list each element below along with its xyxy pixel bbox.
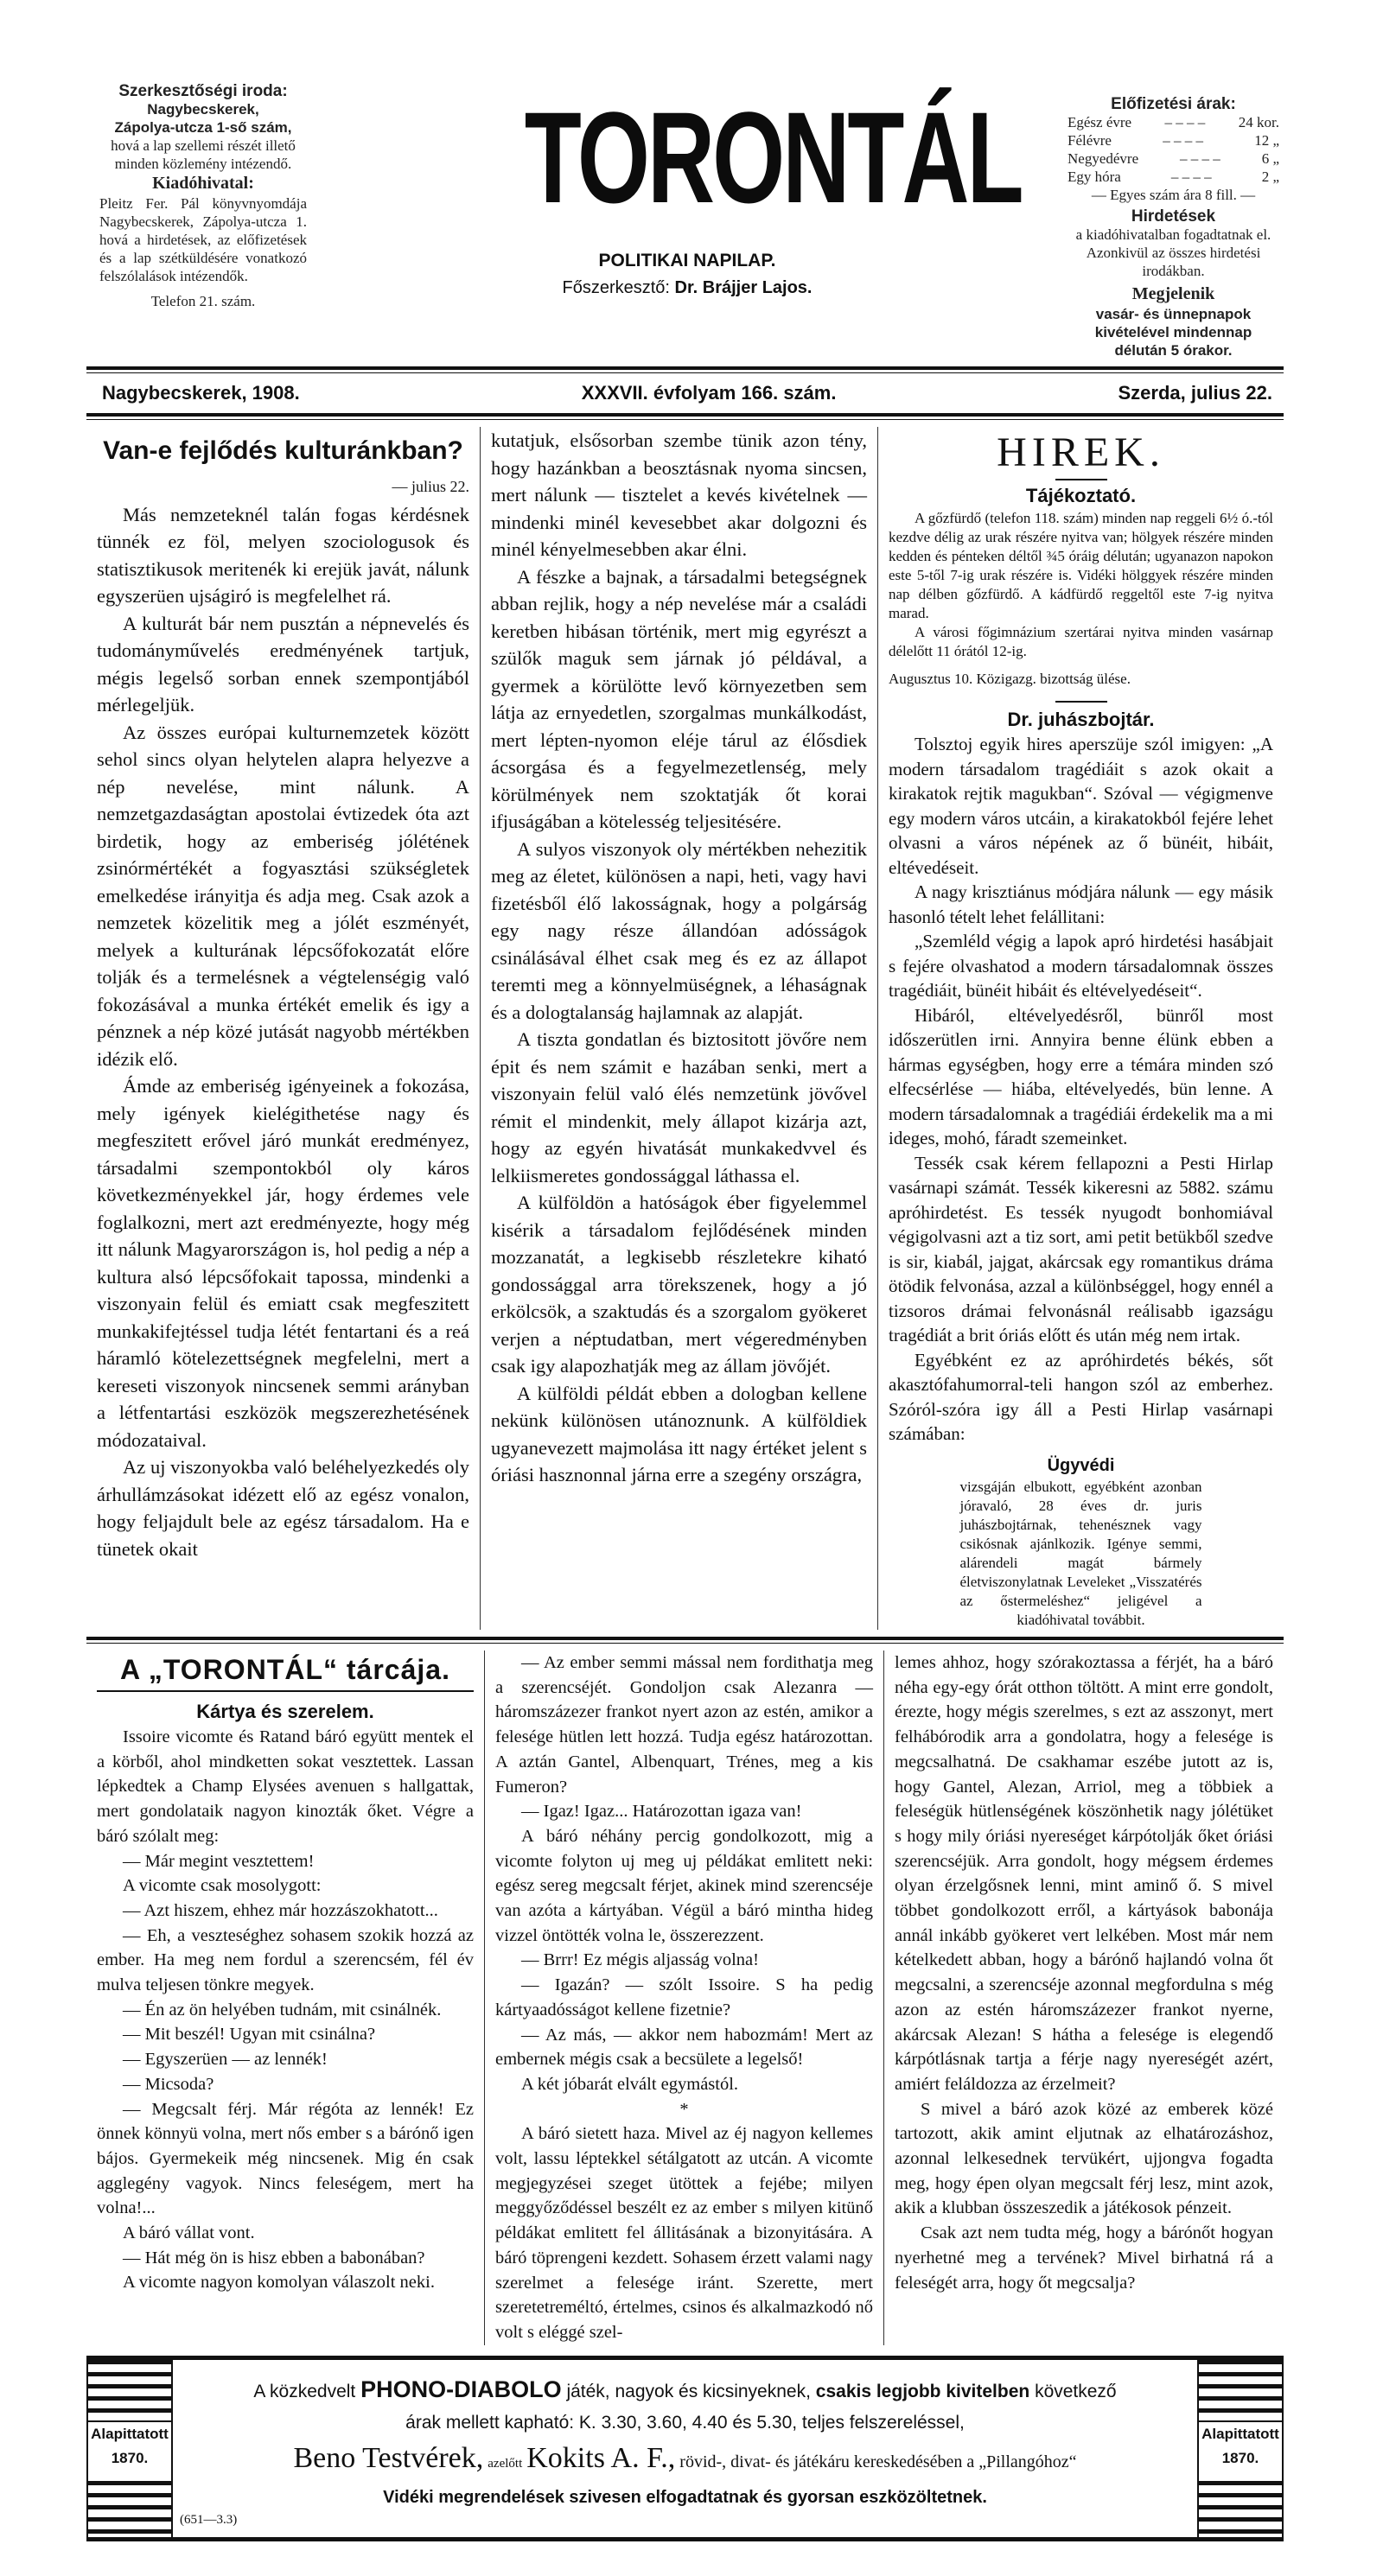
appears-heading: Megjelenik: [1131, 284, 1215, 303]
ad-footer: Vidéki megrendelések szivesen elfogadtatnak és gyorsan eszközöltetnek.: [383, 2487, 987, 2507]
heading-rule: [1055, 701, 1107, 703]
office-city: Nagybecskerek,: [147, 101, 259, 118]
news-paragraph: A városi főgimnázium szertárai nyitva minden vasárnap délelőtt 11 órától 12-ig.: [889, 623, 1273, 659]
ad-prices: árak mellett kapható: K. 3.30, 3.60, 4.40 és 5.30, teljes felszereléssel,: [405, 2412, 965, 2433]
ad-text: következő: [1035, 2381, 1117, 2401]
feuilleton-heading: A „TORONTÁL“ tárcája.: [120, 1654, 450, 1685]
dash-leader: – – – –: [1164, 114, 1206, 130]
article-paragraph: A külföldi példát ebben a dologban kellene nekünk különösen utánoznunk. A külföldiek ugyanevezett majmolása itt nagy értéket jelent s óriási hasznonnal járna erre a szegény országra,: [491, 1382, 867, 1485]
masthead-logo: TORONTÁL: [524, 85, 1022, 230]
office-note: hová a lap szellemi részét illető minden közlemény intézendő.: [111, 137, 296, 172]
price-value: 12 „: [1254, 132, 1279, 149]
masthead-block: [428, 82, 1022, 298]
article-paragraph: Az összes európai kulturnemzetek között sehol sincs olyan helytelen alapra helyezve a nép nevelése, mint nálunk. A nemzetgazdaságtan apostolai évtizedek óta azt birdetik, hogy az emberiség jólétének zsinórmértékét a fogyasztási szükségletek emelkedése irányitja és adja meg. Csak azok a nemzetek közelitik meg a jólét eszményét, melyek a kulturának lépcsőfokozatát előre tolják és a termelésnek a végtelenségig való fokozásával a munka értékét emelik és igy a pénznek a nép közé jutását nagyobb mértékben idézik elő.: [97, 721, 469, 1070]
feuilleton-paragraph: — Igaz! Igaz... Határozottan igaza van!: [521, 1802, 802, 1822]
ad-line-1: [180, 2376, 1190, 2406]
feuilleton-paragraph: A báró sietett haza. Mivel az éj nagyon kellemes volt, lassu léptekkel sétálgatott az utcán. A vicomte megjegyzései szeget ütöttek a fejébe; milyen meggyőződéssel beszélt ez az ember s milyen kitünő példákat emlitett fel állitásának a bizonyitására. A báró töprengeni kezdett. Sohasem érzett valami nagy szerelmet a felesége iránt. Szerette, mert szeretetreméltó, értelmes, csinos és alkalmazkodó nő volt s eléggé szel-: [495, 2124, 873, 2342]
news-paragraph-list: [889, 732, 1273, 1447]
dateline-date: Szerda, julius 22.: [1118, 382, 1272, 404]
office-street: Zápolya-utcza 1-ső szám,: [114, 119, 292, 136]
feuilleton-paragraph-list: [97, 1725, 474, 2295]
feuilleton-paragraph: — Az ember semmi mással nem fordithatja meg a szerencséjét. Gondoljon csak Alezanra — háromszázezer frankot nyert azon az estén, amikor a felesége hütlen lett hozzá. Tudja egész határozottan. A aztán Gantel, Albenquart, Trénes, meg a kis Fumeron?: [495, 1653, 873, 1797]
office-heading: Szerkesztőségi iroda:: [118, 82, 288, 100]
feuilleton-paragraph: A báró néhány percig gondolkozott, mig a vicomte folyton uj meg uj példákat emlitett neki: egész sereg megcsalt férjet, akinek mind szerencséje van azóta a kártyában. Végül a báró mintha hideg vizzel öntötték volna le, összerezzent.: [495, 1826, 873, 1945]
feuilleton-paragraph: — Az más, — akkor nem habozmám! Mert az embernek mégis csak a becsülete a legelső!: [495, 2025, 873, 2070]
feuilleton-paragraph: — Azt hiszem, ehhez már hozzászokhatott...: [123, 1900, 438, 1920]
feuilleton-column-1: [86, 1651, 484, 2345]
feuilleton-paragraph: *: [679, 2099, 689, 2119]
editor-label: Főszerkesztő:: [562, 278, 670, 297]
news-item-title: Tájékoztató.: [1025, 485, 1137, 506]
dateline: [86, 380, 1279, 406]
classified-ad-text: vizsgáján elbukott, egyébként azonban jóravaló, 28 éves dr. juris juhászbojtárnak, tehenésznek vagy csikósnak ajánlkozik. Igénye semmi, alárendeli magát bármely életviszonylatnak Leveleket „Visszatérés az őstermeléshez“ jeligével a kiadóhivatal továbbit.: [959, 1479, 1202, 1628]
article-column-2: [480, 427, 877, 1630]
section-rule: [86, 1637, 1284, 1644]
article-paragraph: A kulturát bár nem pusztán a népnevelés és tudományművelés eredményének tartjuk, mégis legelső sorban ennek szempontjából mérlegeljük.: [97, 612, 469, 716]
founded-year: 1870.: [1221, 2450, 1259, 2467]
news-paragraph: Hibáról, eltévelyedésről, bünről most időszerütlen irni. Annyira benne élünk ebben a hármas egységben, hogy erre a témára minden szó elfecsérlése — hiába, eltévelyedés, bün lenne. A modern társadalomnak a tragédiái érdekelik ma a mi ideges, mohó, fáradt szemeinket.: [889, 1004, 1273, 1148]
dateline-rule: [86, 413, 1284, 420]
article-paragraph: A külföldön a hatóságok éber figyelemmel kisérik a társadalom fejlődésének minden mozzanatát, a legkisebb részletekre kiható gondossággal arra törekszenek, hogy a jó erkölcsök, a szaktudás és a szorgalom gyökeret verjen a néptudatban, mert végeredményben csak igy alapozhatják meg az állam jövőjét.: [491, 1192, 867, 1377]
feuilleton-paragraph-list: [495, 1651, 873, 2345]
news-item-title: Dr. juhászbojtár.: [1007, 708, 1155, 730]
feuilleton-paragraph: — Igazán? — szólt Issoire. S ha pedig kártyaadósságot kellene fizetnie?: [495, 1975, 873, 2019]
price-label: Egész évre: [1068, 114, 1132, 130]
news-paragraph: Tolsztoj egyik hires aperszüje szól imigyen: „A modern társadalom tragédiáit s azok okait a kirakatok rejtik magukban“. Szóval — végigmenve egy modern város utcáin, a kirakatokból fejére lehet olvasni a város népének az ő bünéit, hibáit, eltévedéseit.: [889, 734, 1273, 878]
founded-label: Alapittatott: [91, 2426, 169, 2443]
feuilleton-paragraph: — Micsoda?: [123, 2074, 214, 2094]
news-paragraph-list: [889, 509, 1273, 661]
news-heading: HIREK.: [997, 429, 1165, 475]
dateline-issue: XXXVII. évfolyam 166. szám.: [581, 382, 837, 404]
news-paragraph: A gőzfürdő (telefon 118. szám) minden nap reggeli 6½ ó.-tól kezdve délig az urak részére nyitva van; hölgyek részére minden kedden és pénteken déltől ¾5 óráig délután; ugyanazon napokon este 5-től 7-ig urak részére is. Vidéki hölggyek részére minden nap délben gőzfürdő. A kádfürdő reggeltől este 7-ig nyitva marad.: [889, 509, 1273, 621]
feuilleton-column-3: [883, 1651, 1284, 2345]
publisher-text: Pleitz Fer. Pál könyvnyomdája Nagybecskerek, Zápolya-utcza 1. hová a hirdetések, az előfizetések és a lap szétküldésére vonatkozó felszólalások intézendők.: [99, 195, 307, 284]
price-label: Félévre: [1068, 132, 1112, 149]
feuilleton-paragraph-list: [895, 1651, 1273, 2295]
feuilleton-paragraph: — Egyszerüen — az lennék!: [123, 2050, 328, 2070]
ad-line-3: [180, 2440, 1190, 2482]
news-paragraph: Egyébként ez az apróhirdetés békés, sőt akasztófahumorral-teli hangon szól az emberhez. Szóról-szóra igy áll a Pesti Hirlap vasárnapi számában:: [889, 1349, 1273, 1444]
article-paragraph: Ámde az emberiség igényeinek a fokozása, mely igények kielégithetése nagy és megfeszitett erővel járó munkát eredményez, társadalmi szempontokból oly káros következményekkel jár, hogy érdemes vele foglalkozni, mert azt eredményezte, hogy még itt nálunk Magyarországon is, hol pedig a nép a kultura alsó lépcsőfokait tapossa, mindenki a viszonyain felül és emiatt csak megfeszitett munkakifejtéssel tudja létét fentartani és a reá háramló kötelezettségnek megfelelni, mert a kereseti viszonyok nincsenek semmi arányban a létfentartási eszközök megszerezhetésének módozataival.: [97, 1075, 469, 1451]
top-section: [86, 427, 1284, 1630]
article-paragraph: A tiszta gondatlan és biztositott jövőre nem épit és nem számit e hazában senki, mert a viszonyain felül való élés nemzetünk jövővel rémit el mindenkit, mely állapot kizárja azt, hogy az egyén hivatását munkakedvvel és lelkiismeretes gondossággal láthassa el.: [491, 1028, 867, 1186]
founded-year: 1870.: [111, 2450, 149, 2467]
feuilleton-paragraph: A báró vállat vont.: [123, 2223, 255, 2243]
feuilleton-paragraph: Issoire vicomte és Ratand báró együtt mentek el a körből, ahol mindketten sokat vesztettek. Lassan lépkedtek a Champ Elysées avenuen s hallgattak, mert gondolataik nagyon kinozták őket. Végre a báró szólalt meg:: [97, 1727, 474, 1846]
article-date: — julius 22.: [392, 478, 469, 495]
price-value: 2 „: [1261, 169, 1279, 185]
header: [86, 82, 1279, 359]
article-paragraph: Más nemzeteknél talán fogas kérdésnek tünnék ez föl, melyen szociologusok és statisztikusok meritenék ki erejük javát, nálunk egyszerüen ujságiró is megfelelhet rá.: [97, 503, 469, 607]
article-paragraph: A fészke a bajnak, a társadalmi betegségnek abban rejlik, hogy a nép nevelése már a családi keretben hibásan történik, mert mig egyrészt a szülők maguk sem járnak jó példával, a gyermek a körülötte levő környezetben sem látja az ernyedetlen, szorgalmas munkálkodást, mert lépten-nyomon eléje tárul az élősdiek ácsorgása és a fegyelmezetlenség, mely körülmények nem szoktatják őt korai ifjuságában a kötelesség teljesitésére.: [491, 565, 867, 832]
price-row: [1068, 131, 1279, 149]
feuilleton-paragraph: S mivel a báró azok közé az emberek közé tartozott, akik amint eljutnak az elhatározáshoz, azonnal lelkesednek tervükért, ujjongva fogadta meg, hogy épen olyan megcsalt férj lesz, mint azok, akik a klubban összeszedik a játékosok pénzeit.: [895, 2099, 1273, 2218]
price-value: 6 „: [1261, 150, 1279, 167]
brand-name: PHONO-DIABOLO: [360, 2376, 562, 2402]
ad-text: azelőtt: [488, 2456, 523, 2471]
prices-heading: Előfizetési árak:: [1111, 95, 1236, 113]
ad-text: rövid-, divat- és játékáru kereskedésében a „Pillangóhoz“: [679, 2452, 1077, 2471]
old-firm-name: Kokits A. F.,: [526, 2441, 676, 2474]
price-row: [1068, 113, 1279, 131]
price-value: 24 kor.: [1238, 114, 1279, 130]
price-label: Egy hóra: [1068, 169, 1121, 185]
article-title: Van-e fejlődés kulturánkban?: [103, 436, 463, 465]
publisher-heading: Kiadóhivatal:: [152, 174, 254, 193]
feuilleton-title: Kártya és szerelem.: [196, 1701, 374, 1722]
feuilleton-paragraph: lemes ahhoz, hogy szórakoztassa a férjét, ha a báró néha egy-egy órát otthon töltött. A mint erre gondolt, érezte, hogy mégis szerelmes, s ezt az asszonyt, mert felhábórodik arra a gondolatra, hogy a felesége is megcsalhatná. De csakhamar eszébe jutott az is, hogy Gantel, Alezan, Arriol, meg a többiek a feleségük hütlenségének köszönhetik nagy jólétüket s hogy mily óriási nyereséget kárpótolják őket óriási szerencséjük. Arra gondolt, hogy mégsem érdemes olyan érzelgősnek lenni, mint aminő ő. S mivel többet gondolkozott erről, a kártyások babonája annál inkább gyökeret vert lelkében. Most már nem kételkedett abban, hogy a bárónő hajlandó volna őt megcsalni, a szerencséje azonnal megfordulna s még azon az estén háromszázezer frankot nyerne, akárcsak Alezan! S hátha a felesége is elegendő kárpótlásnak tartja a férje nagy nyereségét azért, amiért feláldozza az érzelmeit?: [895, 1653, 1273, 2094]
ads-heading: Hirdetések: [1131, 207, 1216, 226]
feuilleton-paragraph: — Én az ön helyében tudnám, mit csinálnék.: [123, 2000, 442, 2019]
feuilleton-paragraph: A vicomte nagyon komolyan válaszolt neki.: [123, 2273, 435, 2293]
ad-text: játék, nagyok és kicsinyeknek,: [566, 2381, 811, 2401]
feuilleton-paragraph: — Már megint vesztettem!: [123, 1851, 315, 1871]
phone-number: Telefon 21. szám.: [150, 293, 256, 309]
ad-body: [180, 2360, 1190, 2537]
feuilleton-column-2: [484, 1651, 883, 2345]
heading-rule: [97, 1690, 474, 1692]
news-paragraph: A nagy krisztiánus módjára nálunk — egy másik hasonló tételt lehet felállitani:: [889, 881, 1273, 927]
dash-leader: – – – –: [1180, 150, 1220, 167]
ad-side-panel-right: [1197, 2360, 1284, 2537]
price-row: [1068, 149, 1279, 168]
feuilleton-section: [86, 1651, 1284, 2345]
ad-text: A közkedvelt: [253, 2381, 356, 2401]
news-column: [877, 427, 1284, 1630]
price-row: [1068, 168, 1279, 186]
ad-text-bold: csakis legjobb kivitelben: [815, 2381, 1030, 2401]
article-paragraph: A sulyos viszonyok oly mértékben nehezitik meg az életet, különösen a napi, heti, vagy havi fizetésből élő lakosságnak, hogy a polgárság egy nagy része állandóan adósságok csinálásával élhet csak meg és ez az állapot teremti meg a könnyelmüségnek, a léhaságnak és a dologtalanság hajlamnak az alapját.: [491, 837, 867, 1023]
feuilleton-paragraph: A két jóbarát elvált egymástól.: [521, 2074, 739, 2094]
subtitle: POLITIKAI NAPILAP.: [598, 251, 776, 270]
dateline-place: Nagybecskerek, 1908.: [102, 382, 300, 404]
appears-text: vasár- és ünnepnapok kivételével mindennap délután 5 órakor.: [1094, 306, 1252, 359]
feuilleton-paragraph: — Megcsalt férj. Már régóta az lennék! Ez önnek könnyü volna, mert nős ember s a bárónő igen bájos. Gyermekeik még nincsenek. Mig én csak agglegény vagyok. Nincs feleségem, mert ha volna!...: [97, 2099, 474, 2218]
phono-diabolo-advert: [86, 2356, 1284, 2541]
ad-reference: (651—3.3): [180, 2512, 238, 2527]
firm-name: Beno Testvérek,: [293, 2441, 484, 2474]
article-paragraph: kutatjuk, elsősorban szembe tünik azon tény, hogy hazánkban a beosztásnak nyoma sincsen, mert nálunk — tisztelet a kevés kivételnek — mindenki minél kevesebbet akar dolgozni és minél kényelmesebben akar élni.: [491, 429, 867, 560]
feuilleton-paragraph: — Mit beszél! Ugyan mit csinálna?: [123, 2025, 376, 2045]
feuilleton-paragraph: — Eh, a veszteséghez sohasem szokik hozzá az ember. Ha meg nem fordul a szerencsém, fél év mulva teljesen tönkre megyek.: [97, 1925, 474, 1995]
article-paragraph-list: [97, 501, 469, 1563]
price-list: [1068, 113, 1279, 186]
founded-label: Alapittatott: [1201, 2426, 1279, 2443]
dash-leader: – – – –: [1170, 169, 1212, 185]
heading-rule: [1055, 479, 1107, 480]
news-paragraph: „Szemléld végig a lapok apró hirdetési hasábjait s fejére olvashatod a modern társadalomnak összes tragédiáit, bünéit hibáit és eltévelyedéseit“.: [889, 931, 1273, 1001]
price-label: Negyedévre: [1068, 150, 1139, 167]
article-paragraph: Az uj viszonyokba való beléhelyezkedés oly árhullámzásokat idézett elő az egész vonalon, hogy feljajdult bele az egész társadalom. Ha e tünetek okait: [97, 1456, 469, 1560]
article-column-1: [86, 427, 480, 1630]
editor-name: Dr. Brájjer Lajos.: [674, 278, 813, 297]
news-note: Augusztus 10. Közigazg. bizottság ülése.: [889, 670, 1131, 687]
single-issue-price: — Egyes szám ára 8 fill. —: [1091, 187, 1256, 203]
feuilleton-paragraph: Csak azt nem tudta még, hogy a bárónőt hogyan nyerhetné meg a tervének? Mivel birhatná rá a feleségét arra, hogy őt megcsalja?: [895, 2223, 1273, 2293]
editor-line: [428, 278, 946, 298]
news-paragraph: Tessék csak kérem fellapozni a Pesti Hirlap vasárnapi számát. Tessék kikeresni az 5882. számu apróhirdetést. Es tessék nyugodt bonhomiával végigolvasni azt a tiz sort, ami petit betükből szedve is sir, kiabál, jajgat, akárcsak egy romantikus dráma ötödik felvonása, azzal a különbséggel, hogy ennél a tizsoros drámai felvonásnál reálisabb igazságu tragédiát a brit óriás előtt és után még nem irtak.: [889, 1152, 1273, 1345]
feuilleton-paragraph: — Brrr! Ez mégis aljasság volna!: [521, 1950, 759, 1970]
subscription-box: [1068, 95, 1279, 359]
editorial-office-box: [99, 82, 307, 310]
header-rule: [86, 366, 1284, 373]
ads-text: a kiadóhivatalban fogadtatnak el. Azonkivül az összes hirdetési irodákban.: [1075, 226, 1271, 279]
feuilleton-paragraph: A vicomte csak mosolygott:: [123, 1876, 322, 1896]
dash-leader: – – – –: [1163, 132, 1203, 149]
feuilleton-paragraph: — Hát még ön is hisz ebben a babonában?: [123, 2248, 425, 2268]
article-paragraph-list: [491, 427, 867, 1489]
classified-ad-title: Ügyvédi: [1047, 1455, 1115, 1475]
ad-side-panel-left: [86, 2360, 173, 2537]
